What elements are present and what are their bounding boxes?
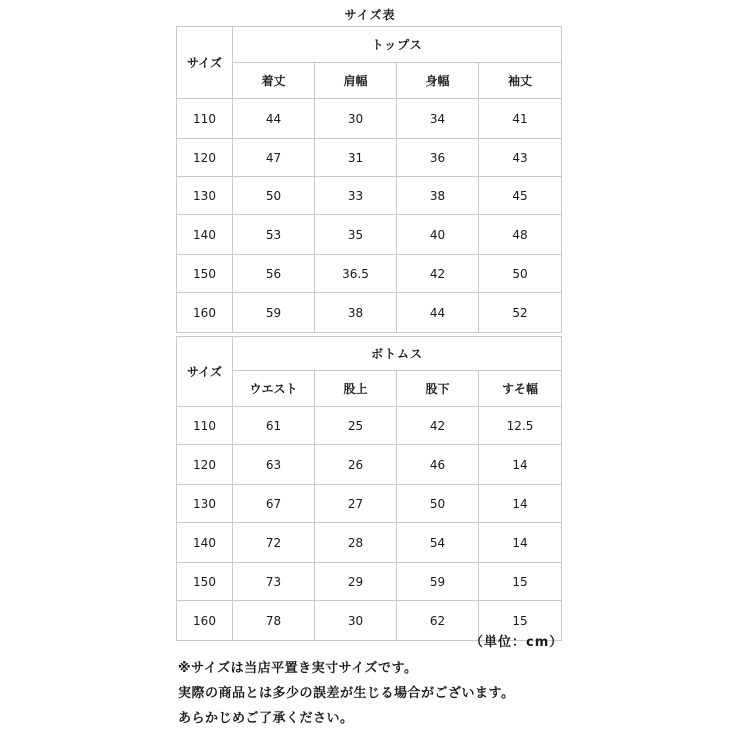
column-header: 肩幅 <box>315 63 397 99</box>
value-cell: 15 <box>479 601 562 641</box>
size-cell: 150 <box>177 255 233 293</box>
column-header: 身幅 <box>397 63 479 99</box>
table-row <box>177 445 562 485</box>
value-cell: 62 <box>397 601 479 641</box>
column-header: 股下 <box>397 371 479 407</box>
value-cell: 53 <box>233 215 315 255</box>
value-cell: 12.5 <box>479 407 562 445</box>
table-row <box>177 485 562 523</box>
notes-block <box>178 656 514 731</box>
size-cell: 120 <box>177 139 233 177</box>
value-cell: 40 <box>397 215 479 255</box>
value-cell: 14 <box>479 485 562 523</box>
value-cell: 35 <box>315 215 397 255</box>
value-cell: 61 <box>233 407 315 445</box>
value-cell: 36 <box>397 139 479 177</box>
table-row <box>177 523 562 563</box>
bottoms-group-header: ボトムス <box>233 337 562 371</box>
size-cell: 160 <box>177 601 233 641</box>
value-cell: 31 <box>315 139 397 177</box>
size-cell: 130 <box>177 485 233 523</box>
column-header: 袖丈 <box>479 63 562 99</box>
value-cell: 46 <box>397 445 479 485</box>
value-cell: 30 <box>315 99 397 139</box>
table-row <box>177 293 562 333</box>
value-cell: 34 <box>397 99 479 139</box>
column-header: 股上 <box>315 371 397 407</box>
table-row <box>177 563 562 601</box>
value-cell: 29 <box>315 563 397 601</box>
value-cell: 42 <box>397 255 479 293</box>
value-cell: 44 <box>233 99 315 139</box>
value-cell: 44 <box>397 293 479 333</box>
size-cell: 110 <box>177 99 233 139</box>
value-cell: 14 <box>479 445 562 485</box>
value-cell: 48 <box>479 215 562 255</box>
table-row <box>177 407 562 445</box>
value-cell: 73 <box>233 563 315 601</box>
value-cell: 45 <box>479 177 562 215</box>
value-cell: 33 <box>315 177 397 215</box>
size-header: サイズ <box>177 27 233 99</box>
unit-note: （単位：cm） <box>470 635 564 650</box>
value-cell: 63 <box>233 445 315 485</box>
value-cell: 59 <box>233 293 315 333</box>
tops-size-table <box>176 26 562 333</box>
tops-group-header: トップス <box>233 27 562 63</box>
value-cell: 26 <box>315 445 397 485</box>
note-line: 実際の商品とは多少の誤差が生じる場合がございます。 <box>178 686 515 701</box>
value-cell: 54 <box>397 523 479 563</box>
value-cell: 38 <box>315 293 397 333</box>
table-row <box>177 177 562 215</box>
value-cell: 78 <box>233 601 315 641</box>
size-cell: 110 <box>177 407 233 445</box>
table-row <box>177 255 562 293</box>
value-cell: 25 <box>315 407 397 445</box>
table-row <box>177 99 562 139</box>
value-cell: 47 <box>233 139 315 177</box>
value-cell: 50 <box>479 255 562 293</box>
note-line: ※サイズは当店平置き実寸サイズです。 <box>178 661 418 676</box>
value-cell: 14 <box>479 523 562 563</box>
value-cell: 56 <box>233 255 315 293</box>
size-header: サイズ <box>177 337 233 407</box>
value-cell: 72 <box>233 523 315 563</box>
value-cell: 59 <box>397 563 479 601</box>
value-cell: 67 <box>233 485 315 523</box>
table-row <box>177 139 562 177</box>
value-cell: 15 <box>479 563 562 601</box>
size-cell: 120 <box>177 445 233 485</box>
value-cell: 38 <box>397 177 479 215</box>
size-cell: 140 <box>177 523 233 563</box>
value-cell: 30 <box>315 601 397 641</box>
size-cell: 140 <box>177 215 233 255</box>
value-cell: 50 <box>233 177 315 215</box>
size-cell: 150 <box>177 563 233 601</box>
value-cell: 41 <box>479 99 562 139</box>
value-cell: 42 <box>397 407 479 445</box>
page-title: サイズ表 <box>344 8 396 22</box>
size-cell: 130 <box>177 177 233 215</box>
size-cell: 160 <box>177 293 233 333</box>
column-header: すそ幅 <box>479 371 562 407</box>
value-cell: 36.5 <box>315 255 397 293</box>
value-cell: 43 <box>479 139 562 177</box>
value-cell: 50 <box>397 485 479 523</box>
column-header: ウエスト <box>233 371 315 407</box>
column-header: 着丈 <box>233 63 315 99</box>
note-line: あらかじめご了承ください。 <box>178 711 354 726</box>
bottoms-size-table <box>176 336 562 641</box>
value-cell: 28 <box>315 523 397 563</box>
value-cell: 52 <box>479 293 562 333</box>
value-cell: 27 <box>315 485 397 523</box>
table-row <box>177 215 562 255</box>
